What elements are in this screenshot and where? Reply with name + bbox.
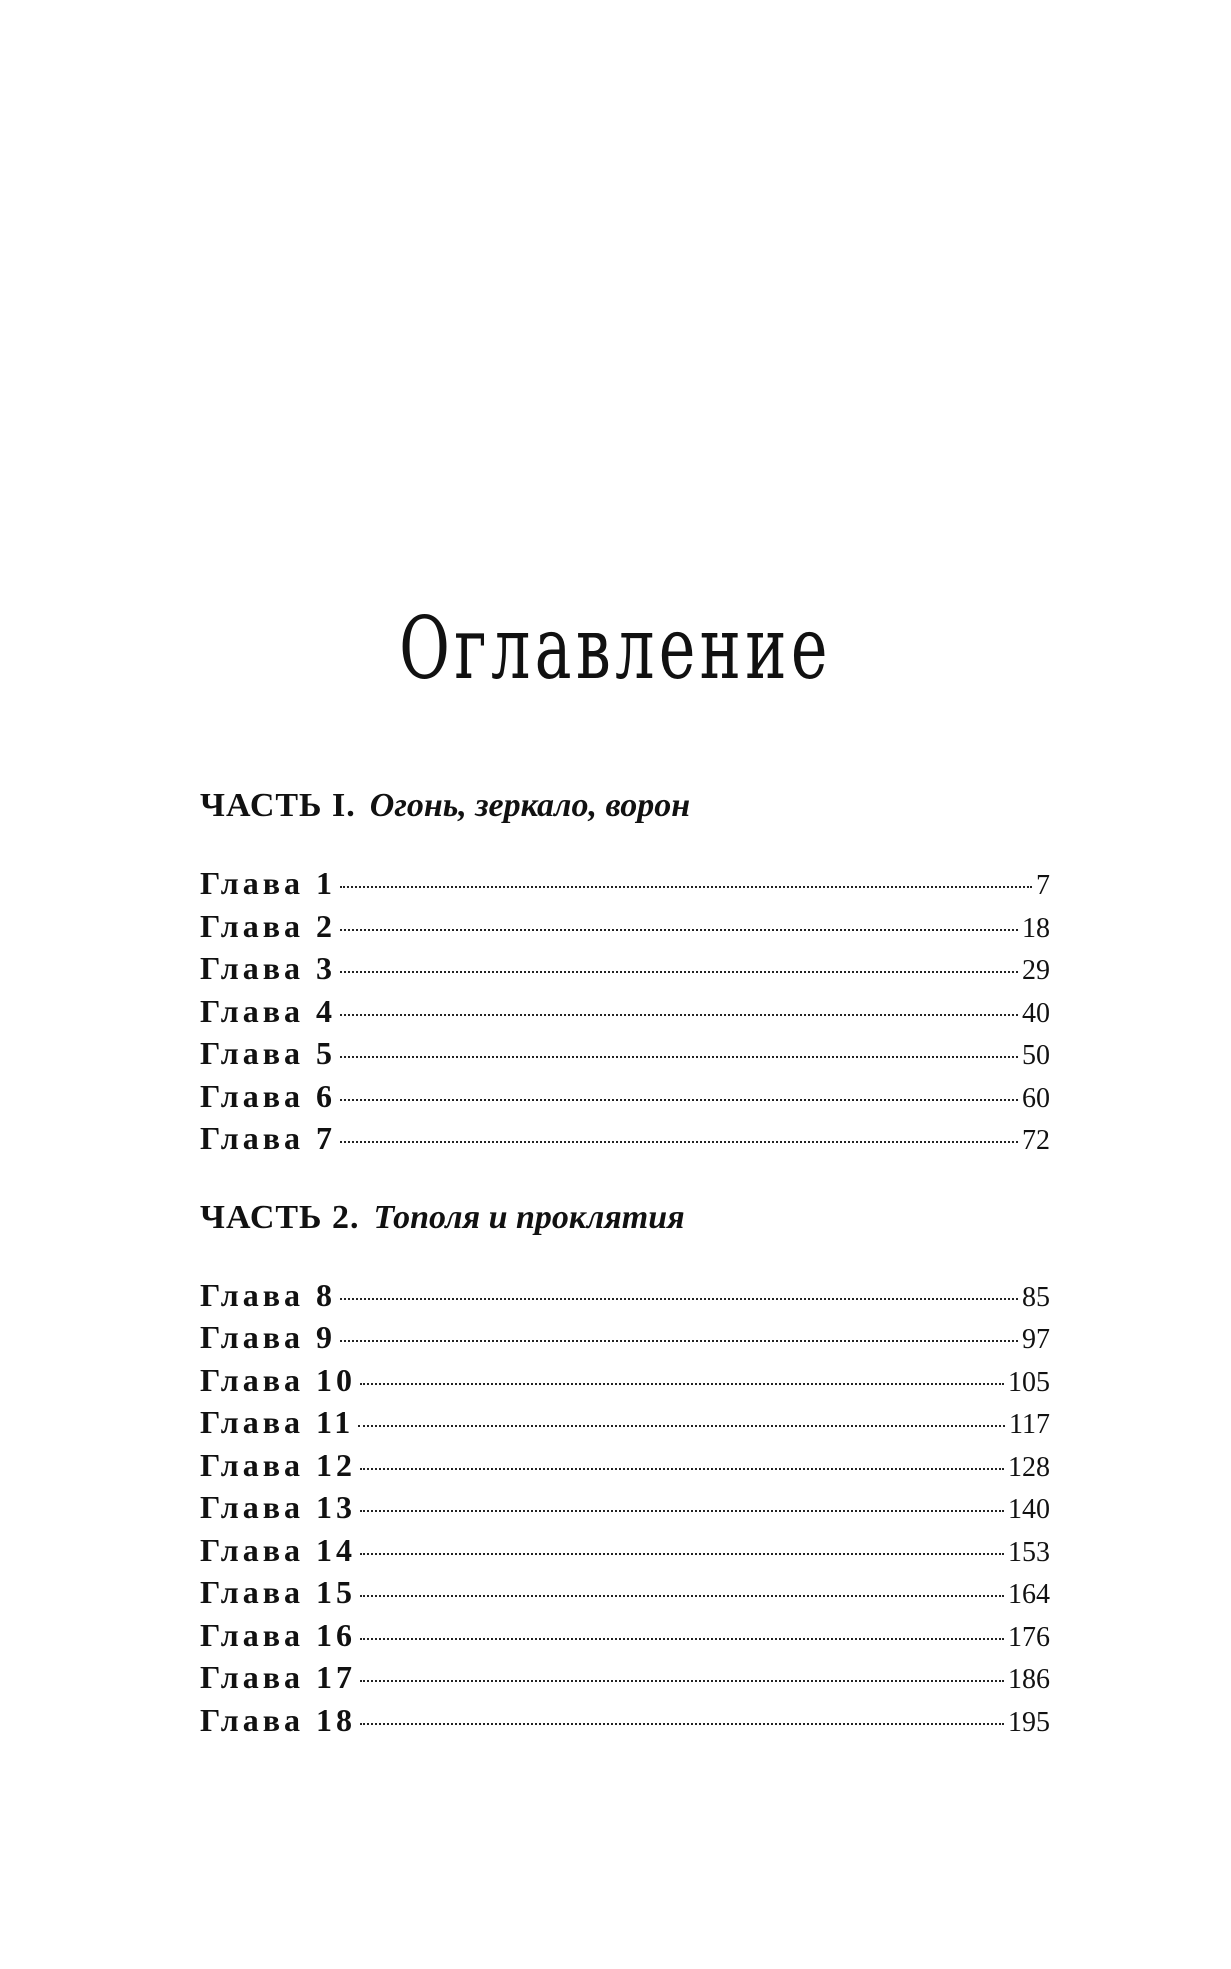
toc-entry[interactable] (200, 862, 1050, 905)
part-subtitle: Тополя и проклятия (373, 1198, 685, 1236)
dot-leader (360, 1595, 1004, 1597)
part-subtitle: Огонь, зеркало, ворон (369, 787, 691, 824)
chapter-title: Глава 18 (200, 1701, 356, 1738)
page-number: 29 (1022, 955, 1050, 986)
chapter-title: Глава 13 (200, 1489, 356, 1525)
chapter-list (200, 1274, 1050, 1742)
page-title: Оглавление (399, 598, 832, 699)
chapter-title: Глава 3 (200, 950, 336, 986)
page-number: 176 (1008, 1621, 1050, 1653)
chapter-list (200, 862, 1050, 1160)
dot-leader (360, 1723, 1004, 1725)
part-2 (200, 1190, 1050, 1742)
part-heading (200, 1190, 1050, 1246)
dot-leader (360, 1553, 1004, 1555)
dot-leader (340, 1056, 1018, 1058)
page-number: 97 (1022, 1324, 1050, 1355)
table-of-contents (200, 778, 1050, 1741)
dot-leader (340, 1298, 1018, 1300)
page-number: 153 (1008, 1536, 1050, 1568)
chapter-title: Глава 5 (200, 1035, 336, 1071)
toc-entry[interactable] (200, 1401, 1050, 1444)
chapter-title: Глава 16 (200, 1616, 356, 1653)
dot-leader (340, 886, 1032, 888)
toc-entry[interactable] (200, 1274, 1050, 1317)
page-number: 85 (1022, 1281, 1050, 1313)
page-number: 7 (1036, 870, 1050, 901)
page-number: 50 (1022, 1040, 1050, 1071)
page-number: 105 (1008, 1366, 1050, 1398)
chapter-title: Глава 2 (200, 907, 336, 944)
toc-entry[interactable] (200, 905, 1050, 948)
dot-leader (360, 1680, 1004, 1682)
dot-leader (340, 1014, 1018, 1016)
dot-leader (340, 1099, 1018, 1101)
toc-entry[interactable] (200, 1359, 1050, 1402)
dot-leader (340, 929, 1018, 931)
part-label: ЧАСТЬ I. (200, 787, 356, 824)
toc-entry[interactable] (200, 1571, 1050, 1614)
page-number: 164 (1008, 1579, 1050, 1610)
toc-entry[interactable] (200, 1032, 1050, 1075)
page-number: 117 (1009, 1409, 1050, 1440)
dot-leader (360, 1383, 1004, 1385)
dot-leader (360, 1638, 1004, 1640)
toc-entry[interactable] (200, 1486, 1050, 1529)
chapter-title: Глава 17 (200, 1659, 356, 1695)
chapter-title: Глава 11 (200, 1404, 355, 1440)
chapter-title: Глава 8 (200, 1276, 336, 1313)
dot-leader (360, 1510, 1004, 1512)
page-number: 18 (1022, 912, 1050, 944)
chapter-title: Глава 6 (200, 1077, 336, 1114)
toc-entry[interactable] (200, 947, 1050, 990)
chapter-title: Глава 12 (200, 1446, 356, 1483)
toc-entry[interactable] (200, 1117, 1050, 1160)
part-heading (200, 778, 1050, 834)
part-1 (200, 778, 1050, 1160)
chapter-title: Глава 1 (200, 865, 336, 901)
chapter-title: Глава 14 (200, 1531, 356, 1568)
toc-entry[interactable] (200, 1444, 1050, 1487)
dot-leader (340, 1141, 1018, 1143)
chapter-title: Глава 10 (200, 1361, 356, 1398)
part-label: ЧАСТЬ 2. (200, 1198, 360, 1236)
page-number: 195 (1008, 1706, 1050, 1738)
toc-entry[interactable] (200, 1529, 1050, 1572)
page-number: 60 (1022, 1082, 1050, 1114)
chapter-title: Глава 4 (200, 992, 336, 1029)
chapter-title: Глава 15 (200, 1574, 356, 1610)
toc-entry[interactable] (200, 1699, 1050, 1742)
toc-entry[interactable] (200, 1614, 1050, 1657)
toc-entry[interactable] (200, 990, 1050, 1033)
chapter-title: Глава 9 (200, 1319, 336, 1355)
dot-leader (340, 1340, 1018, 1342)
page-number: 40 (1022, 997, 1050, 1029)
dot-leader (360, 1468, 1004, 1470)
page-number: 128 (1008, 1451, 1050, 1483)
dot-leader (340, 971, 1018, 973)
toc-entry[interactable] (200, 1316, 1050, 1359)
dot-leader (358, 1425, 1005, 1427)
page-number: 140 (1008, 1494, 1050, 1525)
page-number: 72 (1022, 1125, 1050, 1156)
page-number: 186 (1008, 1664, 1050, 1695)
toc-entry[interactable] (200, 1075, 1050, 1118)
toc-entry[interactable] (200, 1656, 1050, 1699)
chapter-title: Глава 7 (200, 1120, 336, 1156)
